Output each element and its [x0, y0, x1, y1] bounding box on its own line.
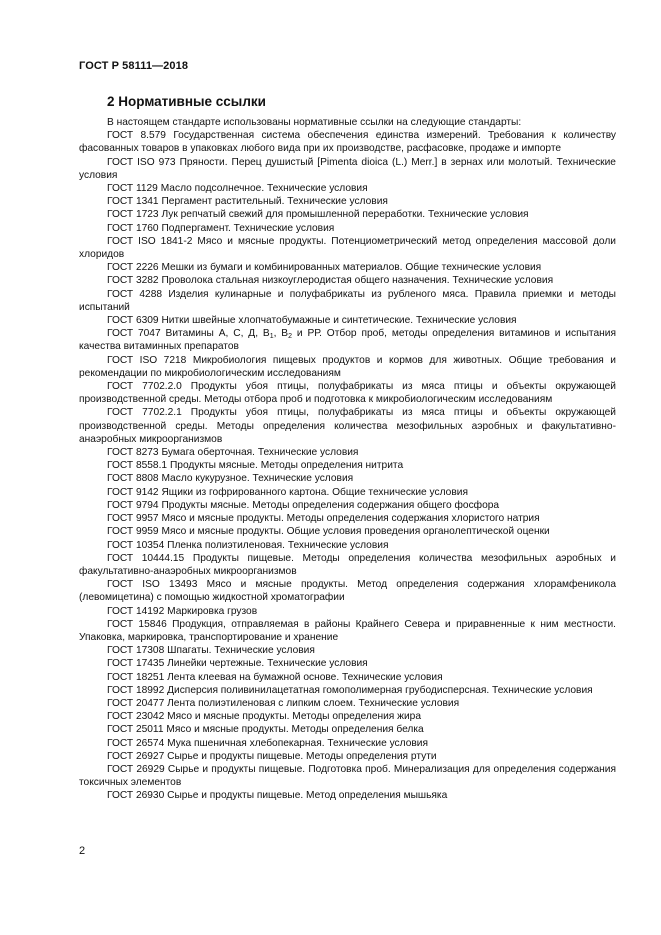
reference-item [79, 235, 616, 261]
reference-item [79, 156, 616, 182]
reference-title: Маркировка грузов [167, 605, 258, 617]
reference-item [79, 486, 616, 499]
reference-title: Пряности. Перец душистый [Pimenta dioica (L.) Merr.] в зернах или молотый. Технические условия [79, 156, 616, 181]
reference-item [79, 750, 616, 763]
reference-title: Пергамент растительный. Технические условия [161, 196, 388, 208]
reference-title: Мясо и мясные продукты. Методы определения белка [166, 724, 424, 736]
reference-item [79, 222, 616, 235]
reference-item [79, 618, 616, 644]
reference-item [79, 446, 616, 459]
reference-title: Продукция, отправляемая в районы Крайнего Севера и приравненные к ним местности. Упаковка, маркировка, транспортирование и хранение [79, 618, 616, 643]
subscript: 1 [269, 333, 274, 341]
reference-title: Проволока стальная низкоуглеродистая общего назначения. Технические условия [161, 275, 554, 287]
reference-item [79, 472, 616, 485]
reference-title: Подпергамент. Технические условия [161, 222, 335, 234]
reference-item [79, 195, 616, 208]
reference-id: ГОСТ 3282 [107, 275, 159, 287]
reference-title: Изделия кулинарные и полуфабрикаты из рубленого мяса. Правила приемки и методы испытаний [79, 288, 616, 313]
reference-id: ГОСТ 9794 [107, 499, 159, 511]
reference-title: Продукты пищевые. Методы определения количества мезофильных аэробных и факультативно-анаэробных микроорганизмов [79, 552, 616, 577]
reference-item [79, 129, 616, 155]
reference-title: Мешки из бумаги и комбинированных материалов. Общие технические условия [161, 262, 542, 274]
reference-item [79, 499, 616, 512]
reference-item [79, 380, 616, 406]
reference-id: ГОСТ 15846 [107, 618, 167, 630]
reference-id: ГОСТ 8.579 [107, 130, 166, 142]
reference-id: ГОСТ 26927 [107, 750, 165, 762]
reference-id: ГОСТ 1341 [107, 196, 159, 208]
reference-item [79, 406, 616, 446]
reference-id: ГОСТ ISO 1841-2 [107, 235, 193, 247]
reference-title: Мясо и мясные продукты. Методы определения жира [167, 711, 421, 723]
reference-id: ГОСТ 26574 [107, 737, 165, 749]
reference-item [79, 697, 616, 710]
reference-id: ГОСТ 2226 [107, 262, 159, 274]
reference-title: Масло подсолнечное. Технические условия [160, 183, 368, 195]
reference-id: ГОСТ 8808 [107, 473, 159, 485]
reference-id: ГОСТ 1760 [107, 222, 159, 234]
reference-title: Шпагаты. Технические условия [167, 645, 315, 657]
reference-id: ГОСТ 26930 [107, 790, 165, 802]
reference-id: ГОСТ 9142 [107, 486, 159, 498]
reference-id: ГОСТ 26929 [107, 763, 165, 775]
reference-item [79, 288, 616, 314]
reference-title: Лента полиэтиленовая с липким слоем. Технические условия [167, 697, 460, 709]
reference-id: ГОСТ 10354 [107, 539, 165, 551]
reference-item [79, 684, 616, 697]
reference-title: Продукты убоя птицы, полуфабрикаты из мяса птицы и объекты окружающей производственной среды. Методы определения количества мезофильных аэробных и факультативно-анаэробных микроорганизмов [79, 407, 616, 445]
reference-title: Мясо и мясные продукты. Методы определения содержания хлористого натрия [161, 513, 540, 525]
reference-id: ГОСТ 18251 [107, 671, 165, 683]
reference-item [79, 710, 616, 723]
intro-paragraph: В настоящем стандарте использованы нормативные ссылки на следующие стандарты: [107, 117, 522, 128]
reference-title: Государственная система обеспечения единства измерений. Требования к количеству фасованных товаров в упаковках любого вида при их производстве, расфасовке, продаже и импорте [79, 130, 616, 155]
reference-id: ГОСТ ISO 13493 [107, 579, 198, 591]
page-number: 2 [79, 845, 86, 857]
subscript: 2 [288, 333, 293, 341]
reference-title: Мясо и мясные продукты. Общие условия проведения органолептической оценки [161, 526, 550, 538]
reference-title: Бумага оберточная. Технические условия [161, 447, 359, 459]
reference-id: ГОСТ 14192 [107, 605, 165, 617]
reference-title: Мука пшеничная хлебопекарная. Технические условия [167, 737, 429, 749]
reference-id: ГОСТ 8273 [107, 447, 159, 459]
reference-item [79, 459, 616, 472]
reference-item [79, 789, 616, 802]
reference-item [79, 644, 616, 657]
reference-item [79, 737, 616, 750]
reference-title-part: Витамины А, С, Д, В [165, 328, 270, 340]
reference-id: ГОСТ 18992 [107, 684, 165, 696]
reference-id: ГОСТ 1723 [107, 209, 159, 221]
reference-title: Сырье и продукты пищевые. Подготовка проб. Минерализация для определения содержания токсичных элементов [79, 763, 616, 789]
reference-id: ГОСТ 7702.2.0 [107, 381, 182, 393]
reference-item [79, 182, 616, 195]
reference-title: Микробиология пищевых продуктов и кормов для животных. Общие требования и рекомендации по микробиологическим исследованиям [79, 354, 616, 379]
reference-id: ГОСТ 17435 [107, 658, 165, 670]
reference-title: Продукты убоя птицы, полуфабрикаты из мяса птицы и объекты окружающей производственной среды. Методы отбора проб и подготовка к микробиологическим исследованиям [79, 381, 616, 406]
reference-item [79, 671, 616, 684]
reference-id: ГОСТ 25011 [107, 724, 164, 736]
reference-item [79, 605, 616, 618]
reference-item [79, 539, 616, 552]
reference-item [79, 314, 616, 327]
reference-id: ГОСТ 6309 [107, 315, 159, 327]
reference-title: Масло кукурузное. Технические условия [161, 473, 354, 485]
reference-id: ГОСТ 20477 [107, 697, 165, 709]
reference-item [79, 657, 616, 670]
reference-title-part: и РР. Отбор проб, методы определения витаминов и испытания качества витаминных препаратов [79, 328, 616, 353]
reference-item [79, 354, 616, 380]
page-header: ГОСТ Р 58111—2018 [79, 60, 189, 72]
section-title: 2 Нормативные ссылки [107, 94, 266, 109]
reference-title: Линейки чертежные. Технические условия [167, 658, 368, 670]
reference-item [79, 552, 616, 578]
reference-title: Сырье и продукты пищевые. Метод определения мышьяка [167, 790, 448, 802]
reference-id: ГОСТ ISO 973 [107, 156, 176, 168]
reference-title: Нитки швейные хлопчатобумажные и синтетические. Технические условия [161, 315, 517, 327]
reference-item [79, 578, 616, 604]
reference-id: ГОСТ 8558.1 [107, 460, 168, 472]
reference-title: Сырье и продукты пищевые. Методы определения ртути [167, 750, 437, 762]
reference-id: ГОСТ 7047 [107, 328, 161, 340]
reference-id: ГОСТ 23042 [107, 711, 165, 723]
reference-id: ГОСТ ISO 7218 [107, 354, 187, 366]
reference-id: ГОСТ 9959 [107, 526, 159, 538]
reference-item [79, 763, 616, 789]
reference-item [79, 261, 616, 274]
references-list [79, 116, 616, 803]
reference-item [79, 525, 616, 538]
reference-title: Мясо и мясные продукты. Потенциометрический метод определения массовой доли хлоридов [79, 235, 616, 261]
reference-item [79, 274, 616, 287]
reference-title: Ящики из гофрированного картона. Общие технические условия [161, 486, 468, 498]
reference-title: Дисперсия поливинилацетатная гомополимерная грубодисперсная. Технические условия [167, 684, 593, 696]
reference-id: ГОСТ 7702.2.1 [107, 407, 182, 419]
reference-title: Продукты мясные. Методы определения содержания общего фосфора [161, 499, 500, 511]
reference-id: ГОСТ 4288 [107, 288, 163, 300]
reference-title: Лук репчатый свежий для промышленной переработки. Технические условия [161, 209, 529, 221]
reference-id: ГОСТ 17308 [107, 645, 165, 657]
reference-title: Пленка полиэтиленовая. Технические условия [167, 539, 389, 551]
reference-item [79, 512, 616, 525]
reference-id: ГОСТ 1129 [107, 183, 158, 195]
reference-title: Продукты мясные. Методы определения нитрита [169, 460, 404, 472]
reference-title-part: , В [273, 328, 289, 340]
reference-item [79, 723, 616, 736]
reference-title: Лента клеевая на бумажной основе. Технические условия [167, 671, 443, 683]
reference-id: ГОСТ 10444.15 [107, 552, 185, 564]
reference-id: ГОСТ 9957 [107, 513, 159, 525]
reference-item [79, 208, 616, 221]
reference-title: Мясо и мясные продукты. Метод определения содержания хлорамфеникола (левомицетина) с помощью жидкостной хроматографии [79, 579, 616, 604]
reference-item [79, 327, 616, 353]
